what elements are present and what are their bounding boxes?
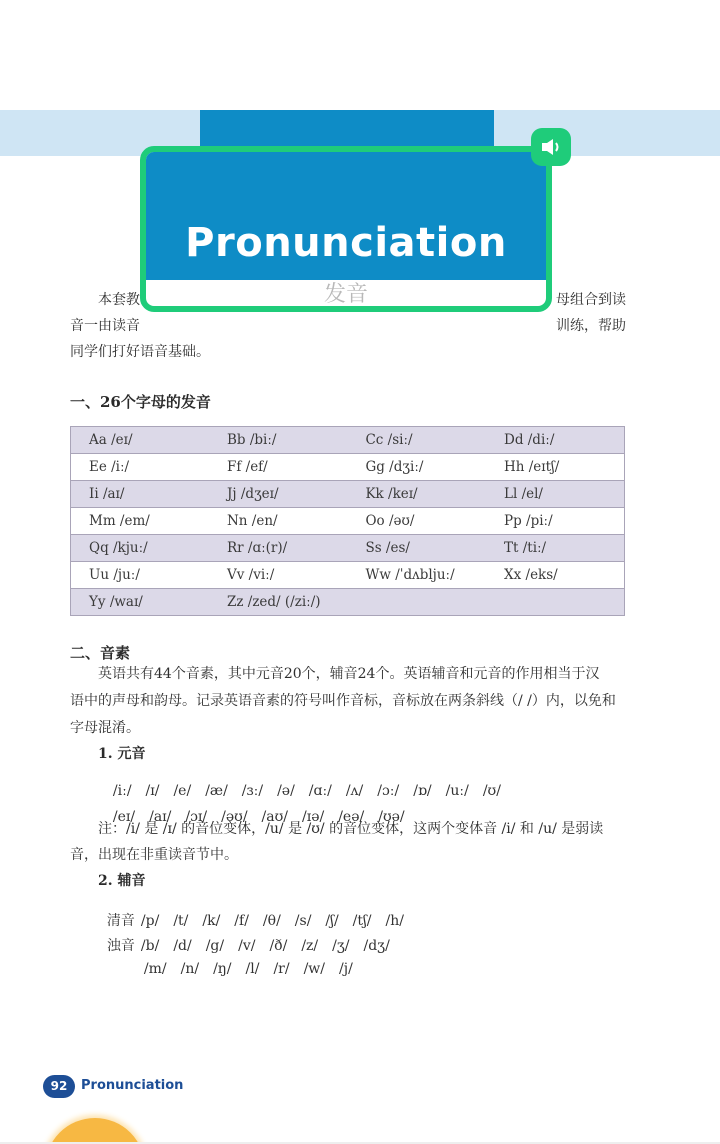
page-number-badge: 92 bbox=[43, 1075, 75, 1098]
vowels-heading: 1. 元音 bbox=[98, 746, 146, 762]
ipa-symbol: /p/ bbox=[140, 913, 160, 929]
ipa-symbol: /h/ bbox=[385, 913, 404, 929]
section2-line1: 英语共有44个音素，其中元音20个，辅音24个。英语辅音和元音的作用相当于汉 bbox=[98, 666, 600, 682]
ipa-symbol: /ŋ/ bbox=[213, 961, 232, 977]
vowels-note-line1: 注：/i/ 是 /ɪ/ 的音位变体，/u/ 是 /ʊ/ 的音位变体，这两个变体音 /i/ 和 /u/ 是弱读 bbox=[98, 821, 604, 837]
ipa-symbol: /d/ bbox=[173, 938, 192, 954]
section2-line3: 字母混淆。 bbox=[70, 720, 140, 736]
voiceless-label: 清音 bbox=[106, 913, 135, 929]
ipa-symbol: /dʒ/ bbox=[363, 938, 390, 954]
table-cell: Zz /zed/ (/ziː/) bbox=[209, 589, 347, 616]
table-cell: Gg /dʒiː/ bbox=[347, 454, 486, 481]
table-cell: Rr /ɑː(r)/ bbox=[209, 535, 347, 562]
table-cell: Xx /eks/ bbox=[486, 562, 625, 589]
intro-line3: 同学们打好语音基础。 bbox=[70, 344, 210, 360]
table-cell: Pp /piː/ bbox=[486, 508, 625, 535]
section2-line2: 语中的声母和韵母。记录英语音素的符号叫作音标，音标放在两条斜线（/ /）内，以免和 bbox=[70, 693, 616, 709]
table-cell: Bb /biː/ bbox=[209, 427, 347, 454]
table-cell: Aa /eɪ/ bbox=[71, 427, 209, 454]
ipa-symbol: /iː/ bbox=[112, 783, 132, 799]
table-row bbox=[71, 508, 625, 535]
ipa-symbol: /ʊ/ bbox=[482, 783, 501, 799]
section2-heading: 二、音素 bbox=[70, 644, 131, 662]
ipa-symbol: /aɪ/ bbox=[149, 809, 172, 825]
table-cell: Ww /ˈdʌbljuː/ bbox=[347, 562, 486, 589]
ipa-symbol: /ɜː/ bbox=[241, 783, 264, 799]
ipa-symbol: /ɒ/ bbox=[413, 783, 432, 799]
ipa-symbol: /w/ bbox=[303, 961, 326, 977]
ipa-symbol: /ɪ/ bbox=[145, 783, 160, 799]
ipa-symbol: /eə/ bbox=[338, 809, 365, 825]
ipa-symbol: /ɔː/ bbox=[377, 783, 400, 799]
table-cell: Hh /eɪtʃ/ bbox=[486, 454, 625, 481]
table-row bbox=[71, 562, 625, 589]
ipa-symbol: /b/ bbox=[140, 938, 160, 954]
table-cell: Ee /iː/ bbox=[71, 454, 209, 481]
ipa-symbol: /g/ bbox=[205, 938, 225, 954]
footer-section-label: Pronunciation bbox=[81, 1078, 184, 1093]
table-row bbox=[71, 535, 625, 562]
card-subtitle: 发音 bbox=[323, 282, 368, 307]
card-title-area bbox=[146, 152, 546, 280]
ipa-symbol: /ɔɪ/ bbox=[185, 809, 208, 825]
voiced-label: 浊音 bbox=[106, 938, 135, 954]
table-row bbox=[71, 427, 625, 454]
table-cell: Nn /en/ bbox=[209, 508, 347, 535]
ipa-symbol: /uː/ bbox=[445, 783, 469, 799]
ipa-symbol: /r/ bbox=[273, 961, 290, 977]
table-cell: Kk /keɪ/ bbox=[347, 481, 486, 508]
ipa-symbol: /f/ bbox=[234, 913, 249, 929]
ipa-symbol: /æ/ bbox=[205, 783, 228, 799]
table-cell: Qq /kjuː/ bbox=[71, 535, 209, 562]
audio-play-button[interactable] bbox=[531, 128, 571, 166]
ipa-symbol: /l/ bbox=[245, 961, 260, 977]
table-cell: Ll /el/ bbox=[486, 481, 625, 508]
ipa-symbol: /e/ bbox=[173, 783, 192, 799]
ipa-symbol: /s/ bbox=[294, 913, 312, 929]
table-cell: Ii /aɪ/ bbox=[71, 481, 209, 508]
vowels-note-line2: 音，出现在非重读音节中。 bbox=[70, 847, 238, 863]
table-cell bbox=[486, 589, 625, 616]
table-cell: Ff /ef/ bbox=[209, 454, 347, 481]
table-row bbox=[71, 589, 625, 616]
ipa-symbol: /v/ bbox=[238, 938, 256, 954]
table-cell: Dd /diː/ bbox=[486, 427, 625, 454]
consonants-heading: 2. 辅音 bbox=[98, 873, 146, 889]
section1-heading: 一、26个字母的发音 bbox=[70, 393, 211, 411]
ipa-symbol: /θ/ bbox=[262, 913, 281, 929]
table-cell: Uu /juː/ bbox=[71, 562, 209, 589]
ipa-symbol: /k/ bbox=[202, 913, 221, 929]
section2-paragraph bbox=[70, 661, 626, 742]
alphabet-pronunciation-table bbox=[70, 426, 625, 616]
floating-sun-button[interactable] bbox=[45, 1118, 145, 1144]
ipa-symbol: /ʌ/ bbox=[345, 783, 364, 799]
ipa-symbol: /z/ bbox=[301, 938, 319, 954]
ipa-symbol: /ɑː/ bbox=[308, 783, 332, 799]
ipa-symbol: /n/ bbox=[180, 961, 200, 977]
ipa-symbol: /eɪ/ bbox=[112, 809, 136, 825]
ipa-symbol: /ð/ bbox=[269, 938, 288, 954]
ipa-symbol: /ʃ/ bbox=[325, 913, 339, 929]
intro-line2-right: 训练，帮助 bbox=[556, 318, 626, 334]
intro-line1-left: 本套教 bbox=[98, 292, 140, 308]
ipa-symbol: /ʊə/ bbox=[378, 809, 405, 825]
intro-line1-right: 母组合到读 bbox=[556, 292, 626, 308]
table-cell: Vv /viː/ bbox=[209, 562, 347, 589]
table-cell bbox=[347, 589, 486, 616]
ipa-symbol: /ʒ/ bbox=[332, 938, 350, 954]
table-cell: Jj /dʒeɪ/ bbox=[209, 481, 347, 508]
table-cell: Ss /es/ bbox=[347, 535, 486, 562]
ipa-symbol: /t/ bbox=[173, 913, 189, 929]
consonants-voiced-extra-row bbox=[135, 945, 367, 977]
vowels-note bbox=[70, 816, 626, 868]
ipa-symbol: /m/ bbox=[143, 961, 167, 977]
table-cell: Oo /əʊ/ bbox=[347, 508, 486, 535]
intro-line2-left: 音一由读音 bbox=[70, 318, 140, 334]
pronunciation-card[interactable] bbox=[140, 146, 552, 312]
table-cell: Tt /tiː/ bbox=[486, 535, 625, 562]
table-row bbox=[71, 481, 625, 508]
ipa-symbol: /ə/ bbox=[277, 783, 295, 799]
table-row bbox=[71, 454, 625, 481]
ipa-symbol: /əʊ/ bbox=[221, 809, 248, 825]
speaker-icon bbox=[540, 138, 562, 156]
ipa-symbol: /tʃ/ bbox=[352, 913, 372, 929]
table-cell: Mm /em/ bbox=[71, 508, 209, 535]
table-cell: Yy /waɪ/ bbox=[71, 589, 209, 616]
table-cell: Cc /siː/ bbox=[347, 427, 486, 454]
ipa-symbol: /j/ bbox=[339, 961, 353, 977]
ipa-symbol: /aʊ/ bbox=[261, 809, 289, 825]
card-title: Pronunciation bbox=[185, 220, 507, 266]
ipa-symbol: /ɪə/ bbox=[302, 809, 325, 825]
